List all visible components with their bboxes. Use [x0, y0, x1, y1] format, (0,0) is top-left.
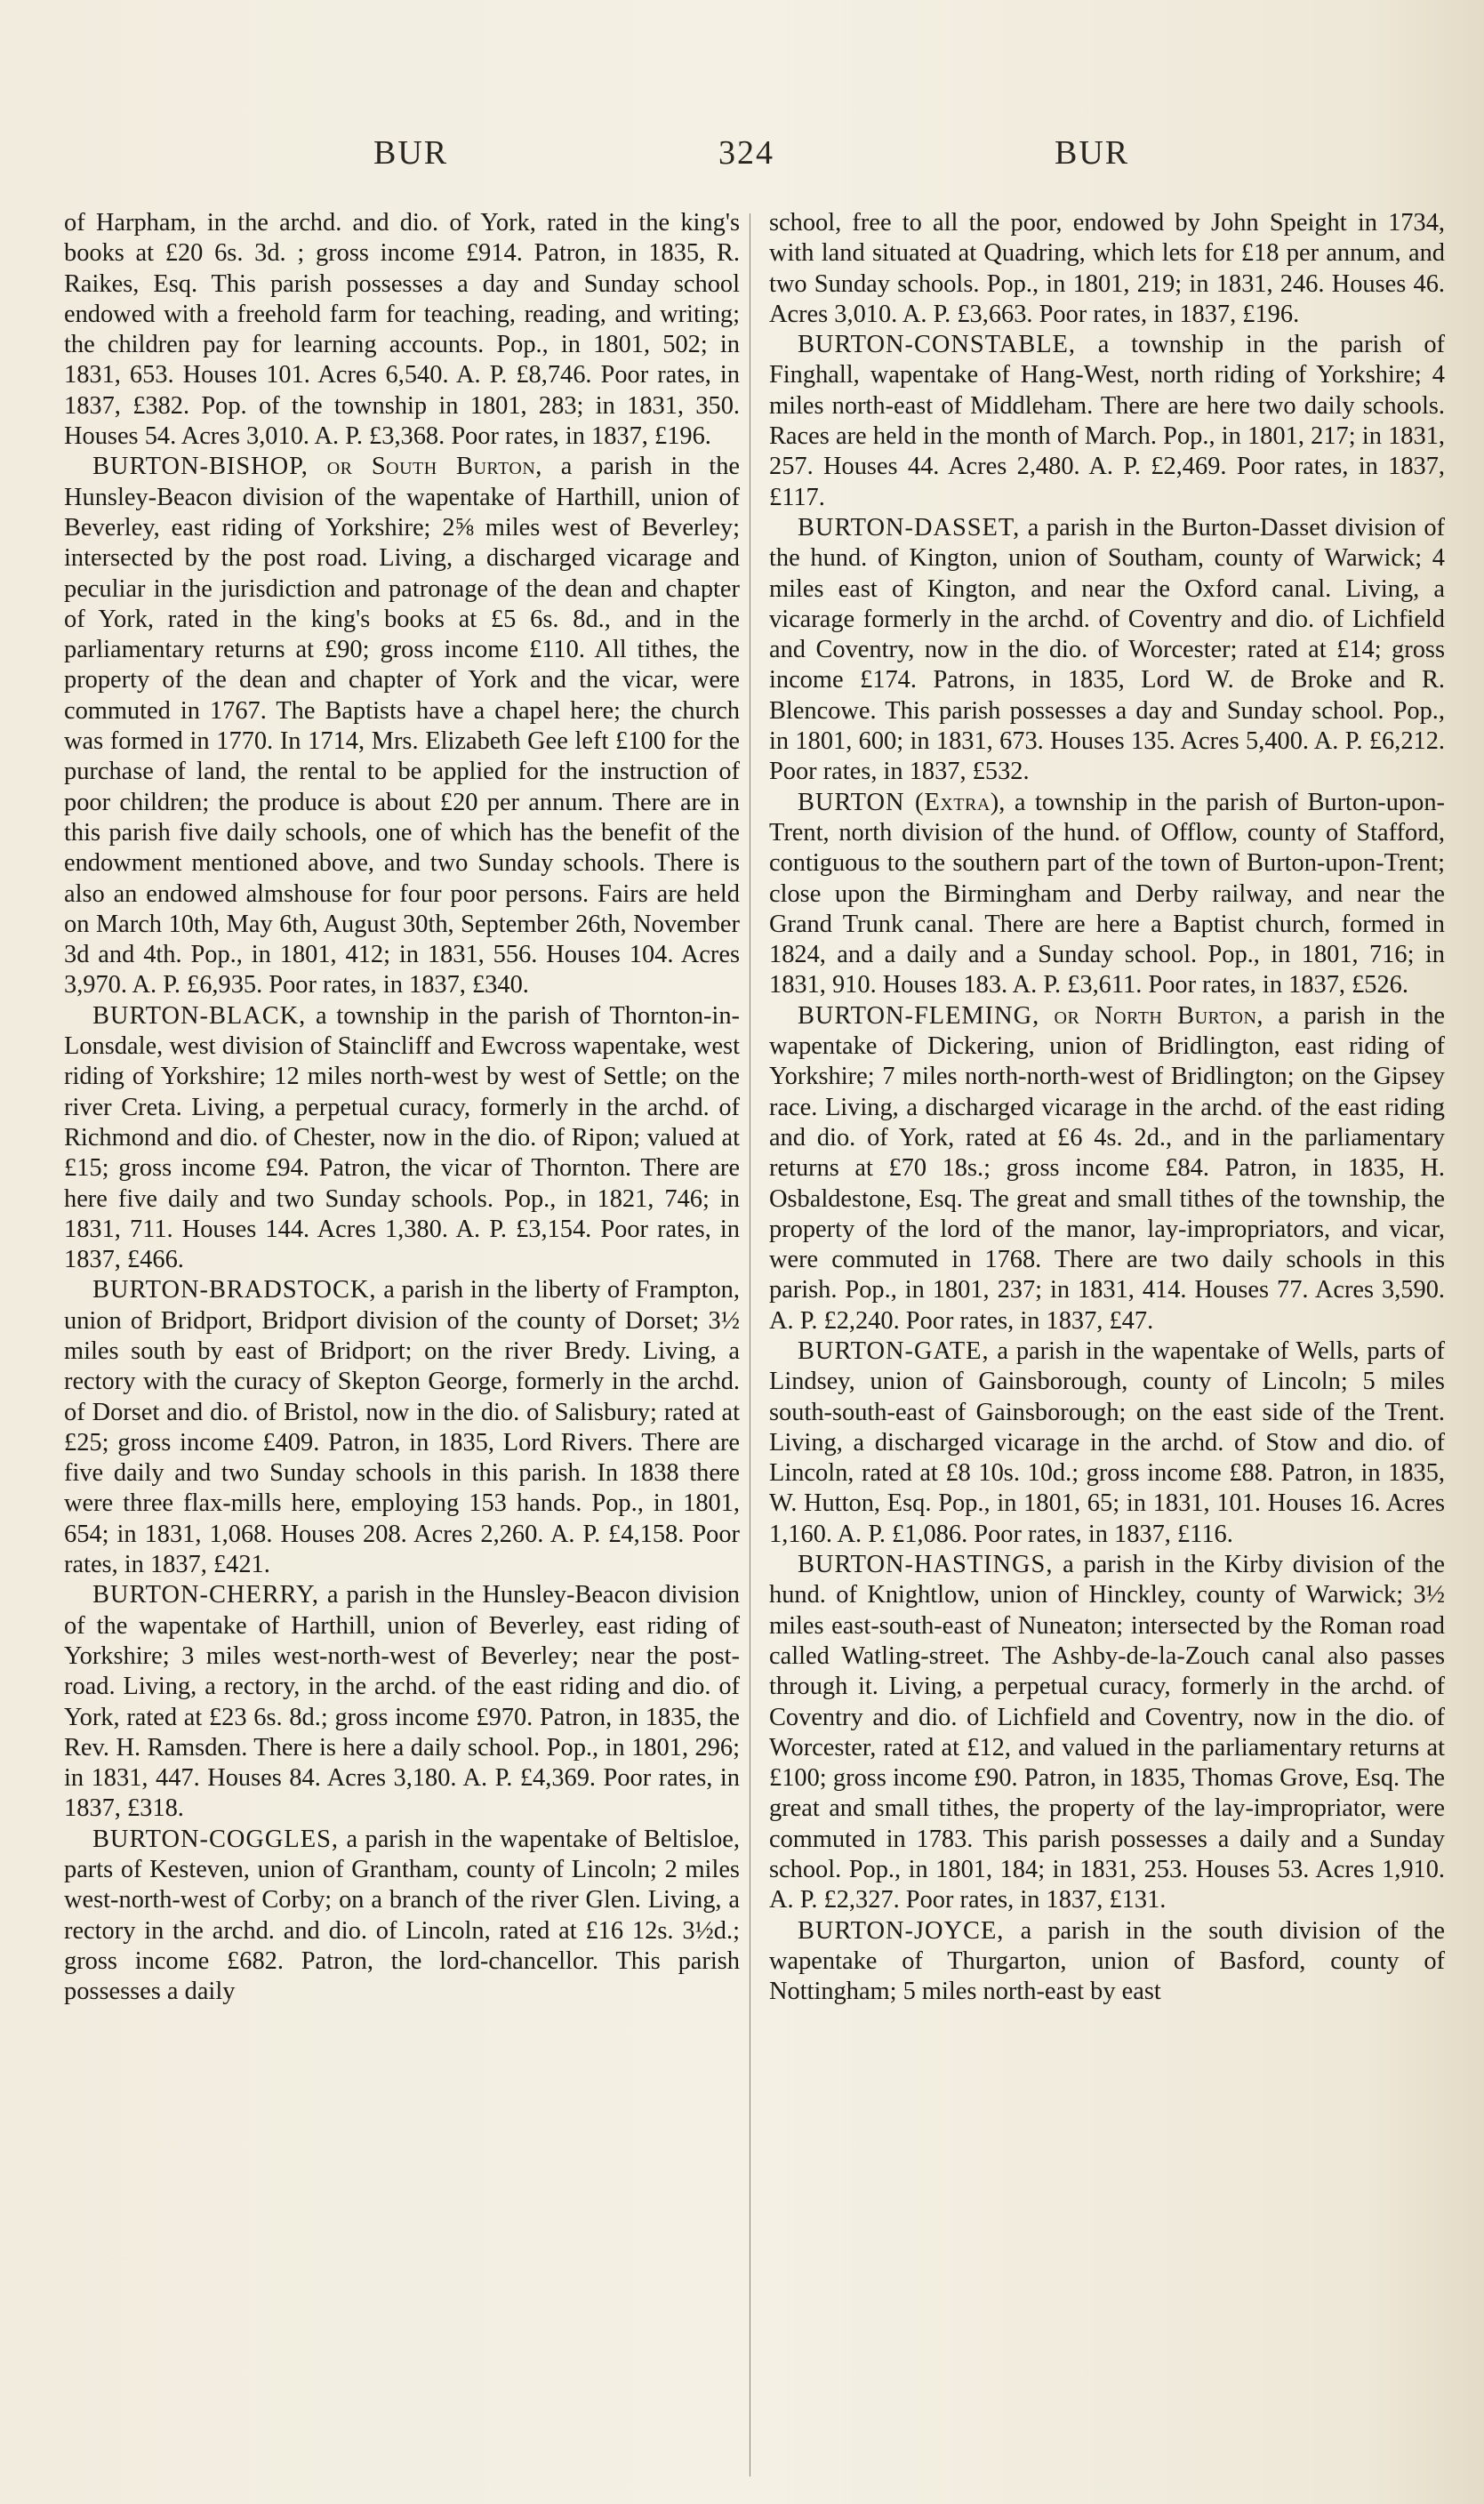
- entry-text: school, free to all the poor, endowed by John Speight in 1734, with land situated at Quadring, which lets for £18 per annum, and two Sunday schools. Pop., in 1801, 219; in 1831, 246. Houses 46. Acres 3,010. A. P. £3,663. Poor rates, in 1837, £196.: [769, 209, 1445, 328]
- right-column: [769, 208, 1445, 2008]
- entry-text: a parish in the south division of the wapentake of Thurgarton, union of Basford, county of Nottingham; 5 miles north-east by east: [769, 1916, 1445, 2006]
- entry-text: a parish in the liberty of Frampton, union of Bridport, Bridport division of the county of Dorset; 3½ miles south by east of Bridport; on the river Bredy. Living, a rectory with the curacy of Skepton George, formerly in the archd. of Dorset and dio. of Bristol, now in the dio. of Salisbury; rated at £25; gross income £409. Patron, in 1835, Lord Rivers. There are five daily and two Sunday schools in this parish. In 1838 there were three flax-mills here, employing 153 hands. Pop., in 1801, 654; in 1831, 1,068. Houses 208. Acres 2,260. A. P. £4,158. Poor rates, in 1837, £421.: [64, 1276, 740, 1579]
- entry-headword: BURTON (: [798, 788, 925, 816]
- page-number: 324: [718, 134, 774, 172]
- entry-burton-cherry: [64, 1580, 740, 1824]
- entry-text: a township in the parish of Thornton-in-Lonsdale, west division of Staincliff and Ewcross wapentake, west riding of Yorkshire; 12 miles north-west by west of Settle; on the river Creta. Living, a perpetual curacy, formerly in the archd. of Richmond and dio. of Chester, now in the dio. of Ripon; valued at £15; gross income £94. Patron, the vicar of Thornton. There are here five daily and two Sunday schools. Pop., in 1821, 746; in 1831, 711. Houses 144. Acres 1,380. A. P. £3,154. Poor rates, in 1837, £466.: [64, 1001, 740, 1274]
- entry-headword-close: ),: [990, 788, 1006, 816]
- entry-headword: BURTON-HASTINGS,: [798, 1551, 1054, 1579]
- entry-burton-dasset: [769, 513, 1445, 788]
- entry-burton-fleming: [769, 1001, 1445, 1336]
- entry-headword: BURTON-BLACK,: [92, 1001, 307, 1030]
- entry-headword: BURTON-GATE,: [798, 1336, 990, 1365]
- entry-burton-coggles: [64, 1825, 740, 2008]
- page-header: [0, 133, 1484, 187]
- entry-burton-hastings: [769, 1550, 1445, 1916]
- entry-continuation: [64, 208, 740, 452]
- running-head-right: BUR: [1055, 134, 1130, 172]
- entry-alt-name: or South Burton,: [326, 453, 542, 481]
- entry-text: a township in the parish of Finghall, wapentake of Hang-West, north riding of Yorkshire; 4 miles north-east of Middleham. There are here two daily schools. Races are held in the month of March. Pop., in 1801, 217; in 1831, 257. Houses 44. Acres 2,480. A. P. £2,469. Poor rates, in 1837, £117.: [769, 331, 1445, 511]
- entry-text: a parish in the Burton-Dasset division of the hund. of Kington, union of Southam, county of Warwick; 4 miles east of Kington, and near the Oxford canal. Living, a vicarage formerly in the archd. of Coventry and dio. of Lichfield and Coventry, now in the dio. of Worcester; rated at £14; gross income £174. Patrons, in 1835, Lord W. de Broke and R. Blencowe. This parish possesses a day and Sunday school. Pop., in 1801, 600; in 1831, 673. Houses 135. Acres 5,400. A. P. £6,212. Poor rates, in 1837, £532.: [769, 513, 1445, 786]
- entry-headword: BURTON-BRADSTOCK,: [92, 1276, 377, 1304]
- entry-headword: BURTON-JOYCE,: [798, 1916, 1005, 1945]
- entry-burton-gate: [769, 1336, 1445, 1550]
- entry-burton-bradstock: [64, 1275, 740, 1580]
- left-column: [64, 208, 740, 2008]
- entry-burton-constable: [769, 330, 1445, 513]
- entry-text: a parish in the wapentake of Beltisloe, parts of Kesteven, union of Grantham, county of Lincoln; 2 miles west-north-west of Corby; on a branch of the river Glen. Living, a rectory in the archd. and dio. of Lincoln, rated at £16 12s. 3½d.; gross income £682. Patron, the lord-chancellor. This parish possesses a daily: [64, 1825, 740, 2006]
- entry-burton-bishop: [64, 452, 740, 1000]
- entry-text: a parish in the wapentake of Wells, parts of Lindsey, union of Gainsborough, county of Lincoln; 5 miles south-south-east of Gainsborough; on the east side of the Trent. Living, a discharged vicarage in the archd. of Stow and dio. of Lincoln, rated at £8 10s. 10d.; gross income £88. Patron, in 1835, W. Hutton, Esq. Pop., in 1801, 65; in 1831, 101. Houses 16. Acres 1,160. A. P. £1,086. Poor rates, in 1837, £116.: [769, 1336, 1445, 1548]
- entry-headword: BURTON-CHERRY,: [92, 1581, 319, 1609]
- entry-burton-black: [64, 1001, 740, 1276]
- entry-burton-extra: [769, 788, 1445, 1001]
- entry-headword: BURTON-BISHOP,: [92, 453, 309, 481]
- entry-text: a parish in the wapentake of Dickering, union of Bridlington, east riding of Yorkshire; 7 miles north-north-west of Bridlington; on the Gipsey race. Living, a discharged vicarage in the archd. of the east riding and dio. of York, rated at £6 4s. 2d., and in the parliamentary returns at £70 18s.; gross income £84. Patron, in 1835, H. Osbaldestone, Esq. The great and small tithes of the township, the property of the lord of the manor, lay-impropriators, and vicar, were commuted in 1768. There are two daily schools in this parish. Pop., in 1801, 237; in 1831, 414. Houses 77. Acres 3,590. A. P. £2,240. Poor rates, in 1837, £47.: [769, 1001, 1445, 1335]
- entry-continuation: [769, 208, 1445, 330]
- entry-text: of Harpham, in the archd. and dio. of York, rated in the king's books at £20 6s. 3d. ; gross income £914. Patron, in 1835, R. Raikes, Esq. This parish possesses a day and Sunday school endowed with a freehold farm for teaching, reading, and writing; the children pay for learning accounts. Pop., in 1801, 502; in 1831, 653. Houses 101. Acres 6,540. A. P. £8,746. Poor rates, in 1837, £382. Pop. of the township in 1801, 283; in 1831, 350. Houses 54. Acres 3,010. A. P. £3,368. Poor rates, in 1837, £196.: [64, 209, 740, 451]
- entry-headword: BURTON-FLEMING,: [798, 1001, 1040, 1030]
- running-head-left: BUR: [373, 134, 449, 172]
- entry-headword: BURTON-DASSET,: [798, 513, 1021, 542]
- entry-headword: BURTON-COGGLES,: [92, 1825, 339, 1853]
- entry-burton-joyce: [769, 1916, 1445, 2008]
- entry-text: a parish in the Hunsley-Beacon division of the wapentake of Harthill, union of Beverley, east riding of Yorkshire; 2⅝ miles west of Beverley; intersected by the post road. Living, a discharged vicarage and peculiar in the jurisdiction and patronage of the dean and chapter of York, rated in the king's books at £5 6s. 8d., and in the parliamentary returns at £90; gross income £110. All tithes, the property of the dean and chapter of York and the vicar, were commuted in 1767. The Baptists have a chapel here; the church was formed in 1770. In 1714, Mrs. Elizabeth Gee left £100 for the purchase of land, the rental to be applied for the instruction of poor children; the produce is about £20 per annum. There are in this parish five daily schools, one of which has the benefit of the endowment mentioned above, and two Sunday schools. There is also an endowed almshouse for four poor persons. Fairs are held on March 10th, May 6th, August 30th, September 26th, November 3d and 4th. Pop., in 1801, 412; in 1831, 556. Houses 104. Acres 3,970. A. P. £6,935. Poor rates, in 1837, £340.: [64, 453, 740, 999]
- entry-alt-name: or North Burton,: [1054, 1001, 1264, 1030]
- entry-text: a parish in the Hunsley-Beacon division of the wapentake of Harthill, union of Beverley, east riding of Yorkshire; 3 miles west-north-west of Beverley; near the post-road. Living, a rectory, in the archd. of the east riding and dio. of York, rated at £23 6s. 8d.; gross income £970. Patron, in 1835, the Rev. H. Ramsden. There is here a daily school. Pop., in 1801, 296; in 1831, 447. Houses 84. Acres 3,180. A. P. £4,369. Poor rates, in 1837, £318.: [64, 1581, 740, 1823]
- entry-text: a township in the parish of Burton-upon-Trent, north division of the hund. of Offlow, county of Stafford, contiguous to the southern part of the town of Burton-upon-Trent; close upon the Birmingham and Derby railway, and near the Grand Trunk canal. There are here a Baptist church, formed in 1824, and a daily and a Sunday school. Pop., in 1801, 716; in 1831, 910. Houses 183. A. P. £3,611. Poor rates, in 1837, £526.: [769, 788, 1445, 999]
- entry-headword: BURTON-CONSTABLE,: [798, 331, 1076, 359]
- entry-text: a parish in the Kirby division of the hund. of Knightlow, union of Hinckley, county of Warwick; 3½ miles east-south-east of Nuneaton; intersected by the Roman road called Watling-street. The Ashby-de-la-Zouch canal also passes through it. Living, a perpetual curacy, formerly in the archd. of Coventry and dio. of Lichfield and Coventry, now in the dio. of Worcester, rated at £12, and valued in the parliamentary returns at £100; gross income £90. Patron, in 1835, Thomas Grove, Esq. The great and small tithes, the property of the lay-impropriator, were commuted in 1783. This parish possesses a daily and a Sunday school. Pop., in 1801, 184; in 1831, 253. Houses 53. Acres 1,910. A. P. £2,327. Poor rates, in 1837, £131.: [769, 1551, 1445, 1914]
- entry-alt-name: Extra: [924, 788, 991, 816]
